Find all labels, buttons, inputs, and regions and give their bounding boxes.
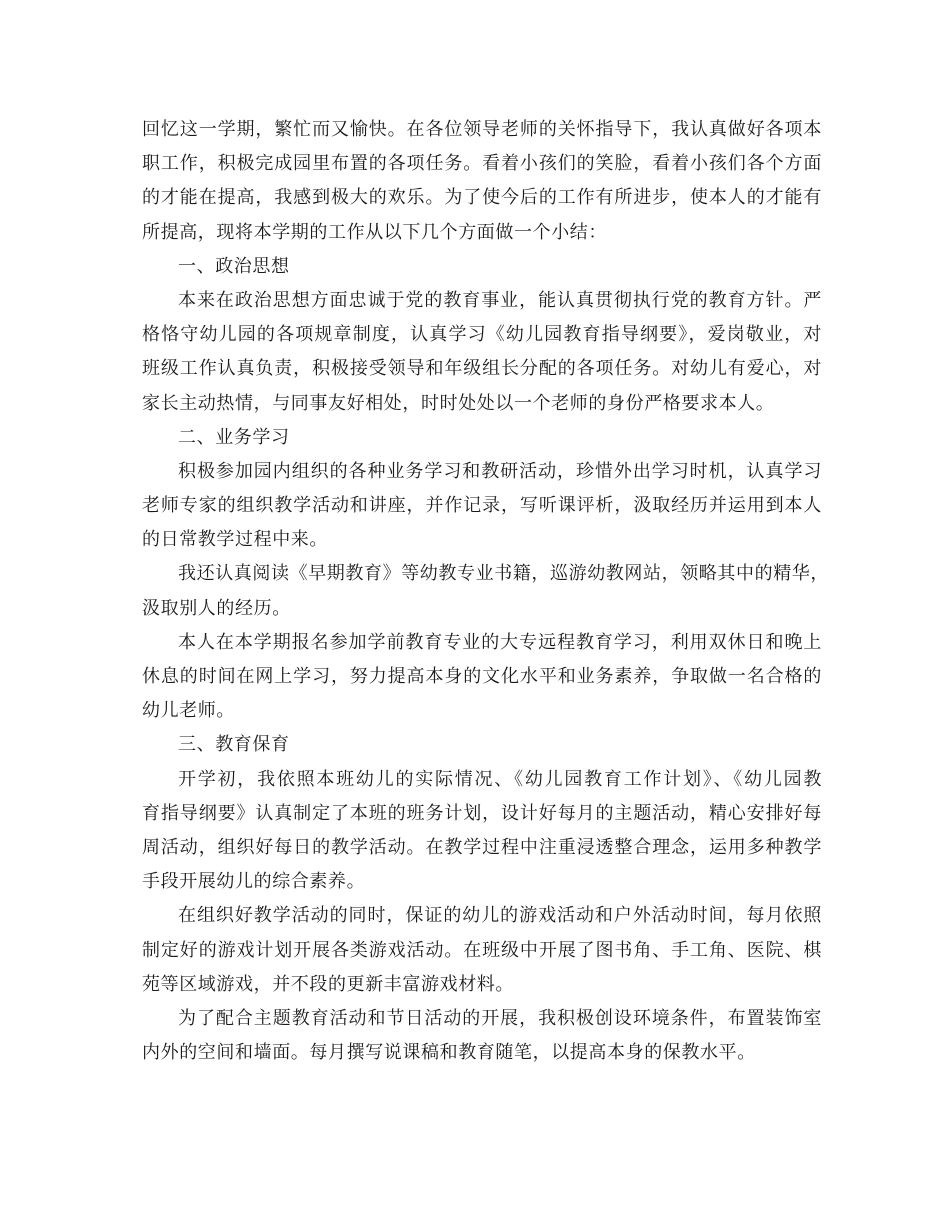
text-line: 的才能在提高，我感到极大的欢乐。为了使今后的工作有所进步，使本人的才能有 [142,187,822,209]
text-line: 内外的空间和墙面。每月撰写说课稿和教育随笔，以提高本身的保教水平。 [142,1042,756,1064]
text-line: 班级工作认真负责，积极接受领导和年级组长分配的各项任务。对幼儿有爱心，对 [142,358,822,380]
text-line: 周活动，组织好每日的教学活动。在教学过程中注重浸透整合理念，运用多种教学 [142,836,822,858]
text-line: 我还认真阅读《早期教育》等幼教专业书籍，巡游幼教网站，领略其中的精华， [178,563,829,585]
document-body [142,113,829,1070]
text-line: 汲取别人的经历。 [142,597,291,619]
text-line: 本人在本学期报名参加学前教育专业的大专远程教育学习，利用双休日和晚上 [178,631,822,653]
text-line: 育指导纲要》认真制定了本班的班务计划，设计好每月的主题活动，精心安排好每 [142,802,822,824]
text-line: 老师专家的组织教学活动和讲座，并作记录，写听课评析，汲取经历并运用到本人 [142,495,822,517]
section-heading: 一、政治思想 [178,255,290,277]
text-line: 在组织好教学活动的同时，保证的幼儿的游戏活动和户外活动时间，每月依照 [178,905,822,927]
text-line: 格恪守幼儿园的各项规章制度，认真学习《幼儿园教育指导纲要》，爱岗敬业，对 [142,324,822,346]
section-heading: 三、教育保育 [178,734,290,756]
text-line: 休息的时间在网上学习，努力提高本身的文化水平和业务素养，争取做一名合格的 [142,666,822,687]
text-line: 职工作，积极完成园里布置的各项任务。看着小孩们的笑脸，看着小孩们各个方面 [142,153,822,175]
text-line: 为了配合主题教育活动和节日活动的开展，我积极创设环境条件，布置装饰室 [178,1007,822,1029]
text-line: 制定好的游戏计划开展各类游戏活动。在班级中开展了图书角、手工角、医院、棋 [142,939,822,961]
section-heading: 二、业务学习 [178,426,290,448]
text-line: 积极参加园内组织的各种业务学习和教研活动，珍惜外出学习时机，认真学习 [178,460,822,482]
text-line: 回忆这一学期，繁忙而又愉快。在各位领导老师的关怀指导下，我认真做好各项本 [142,119,822,140]
text-line: 幼儿老师。 [142,700,235,722]
text-line: 开学初，我依照本班幼儿的实际情况、《幼儿园教育工作计划》、《幼儿园教 [178,768,822,790]
text-line: 的日常教学过程中来。 [142,529,328,551]
text-line: 家长主动热情，与同事友好相处，时时处处以一个老师的身份严格要求本人。 [142,392,775,414]
text-line: 本来在政治思想方面忠诚于党的教育事业，能认真贯彻执行党的教育方针。严 [178,289,822,311]
text-line: 手段开展幼儿的综合素养。 [142,871,366,893]
text-line: 所提高，现将本学期的工作从以下几个方面做一个小结： [142,221,607,243]
text-line: 苑等区域游戏，并不段的更新丰富游戏材料。 [142,973,514,995]
